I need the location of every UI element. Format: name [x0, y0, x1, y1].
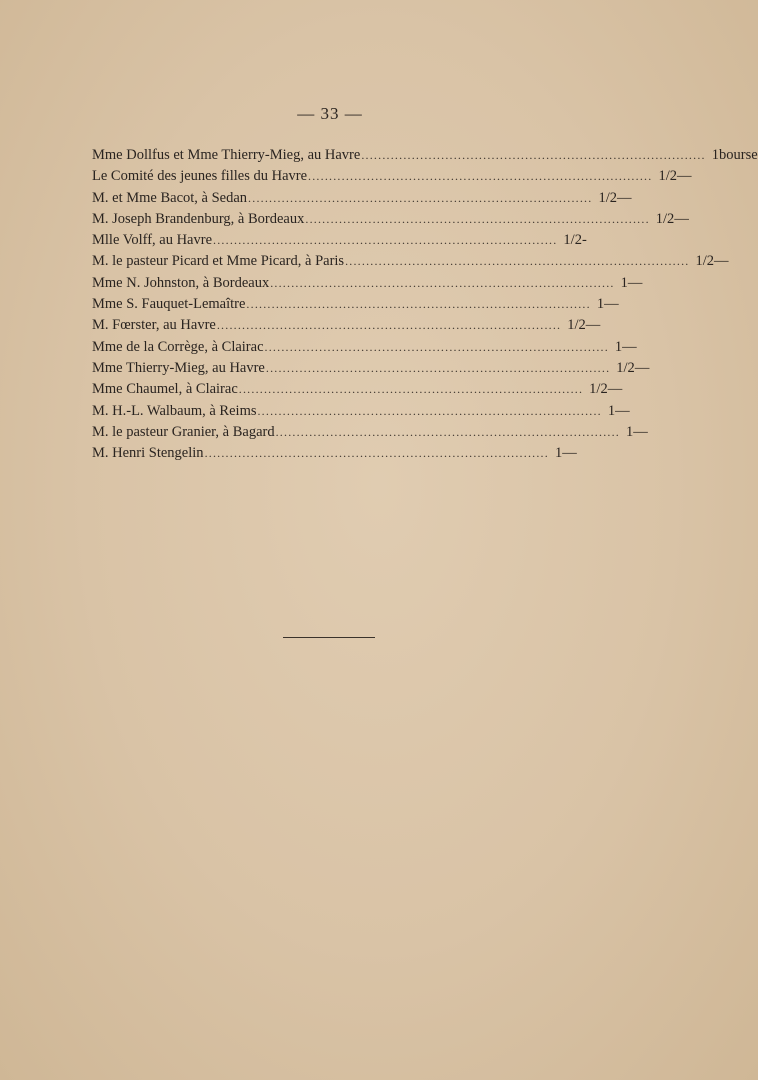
donor-name: Mlle Volff, au Havre — [92, 232, 213, 249]
donor-name: Mme N. Johnston, à Bordeaux — [92, 274, 270, 291]
page-number: — 33 — — [297, 104, 363, 123]
list-item — [92, 168, 692, 189]
donor-list — [92, 147, 758, 466]
donor-unit: — — [616, 189, 632, 206]
list-item — [92, 296, 619, 317]
donor-name: Mme de la Corrège, à Clairac — [92, 338, 264, 355]
donor-name: M. H.-L. Walbaum, à Reims — [92, 402, 257, 419]
section-divider — [283, 637, 375, 638]
list-item — [92, 147, 758, 168]
dot-leader: .................................................................................. — [308, 169, 653, 184]
donor-name: M. et Mme Bacot, à Sedan — [92, 189, 248, 206]
donor-quantity: 1/2 — [695, 253, 715, 270]
donor-quantity: 1 — [626, 423, 634, 440]
list-item — [92, 189, 632, 211]
dot-leader: .................................................................................. — [248, 190, 593, 205]
donor-quantity: 1/2 — [598, 189, 617, 206]
donor-quantity: 1/2 — [589, 381, 608, 398]
donor-name: Mme Dollfus et Mme Thierry-Mieg, au Havre — [92, 147, 361, 163]
donor-name: Mme Thierry-Mieg, au Havre — [92, 359, 265, 376]
dot-leader: .................................................................................. — [213, 233, 558, 248]
list-item — [92, 338, 637, 360]
list-item — [92, 210, 689, 232]
dot-leader: .................................................................................. — [216, 318, 562, 333]
donor-unit: — — [634, 359, 650, 376]
donor-quantity: 1 — [620, 274, 628, 291]
donor-unit: - — [581, 232, 587, 249]
donor-unit: — — [607, 381, 623, 398]
donor-quantity: 1/2 — [563, 232, 582, 249]
list-item — [92, 381, 623, 402]
dot-leader: .................................................................................. — [305, 211, 650, 226]
dot-leader: .................................................................................. — [265, 360, 611, 375]
donor-unit: — — [604, 296, 619, 313]
list-item — [92, 402, 630, 424]
dot-leader: .................................................................................. — [246, 297, 591, 312]
donor-name: M. Henri Stengelin — [92, 445, 204, 462]
dot-leader: .................................................................................. — [270, 275, 615, 290]
donor-unit: — — [622, 338, 637, 355]
donor-quantity: 1 — [607, 402, 616, 419]
donor-unit: bourse — [718, 147, 758, 163]
donor-unit: — — [674, 210, 689, 227]
list-item — [92, 232, 587, 253]
dot-leader: .................................................................................. — [275, 424, 621, 439]
donor-unit: — — [633, 423, 648, 440]
donor-name: M. Fœrster, au Havre — [92, 317, 216, 334]
donor-unit: — — [676, 168, 692, 185]
dot-leader: .................................................................................. — [204, 446, 549, 461]
donor-quantity: 1/2 — [658, 168, 677, 185]
list-item — [92, 423, 648, 445]
dot-leader: .................................................................................. — [264, 339, 609, 354]
donor-unit: — — [714, 253, 729, 270]
donor-name: M. le pasteur Picard et Mme Picard, à Paris — [92, 253, 345, 270]
dot-leader: .................................................................................. — [345, 254, 690, 269]
list-item — [92, 359, 650, 381]
donor-unit: — — [562, 445, 577, 462]
donor-quantity: 1 — [711, 147, 719, 163]
list-item — [92, 445, 577, 466]
donor-quantity: 1 — [596, 296, 605, 313]
donor-name: M. le pasteur Granier, à Bagard — [92, 423, 275, 440]
list-item — [92, 274, 643, 296]
donor-quantity: 1/2 — [655, 210, 675, 227]
donor-quantity: 1/2 — [567, 317, 586, 334]
dot-leader: .................................................................................. — [238, 382, 584, 397]
donor-quantity: 1 — [614, 338, 623, 355]
donor-quantity: 1 — [554, 445, 563, 462]
list-item — [92, 253, 729, 274]
donor-quantity: 1/2 — [616, 359, 635, 376]
list-item — [92, 317, 601, 338]
donor-name: M. Joseph Brandenburg, à Bordeaux — [92, 210, 305, 227]
dot-leader: .................................................................................. — [257, 403, 602, 418]
donor-unit: — — [627, 274, 643, 291]
dot-leader: .................................................................................. — [361, 148, 706, 162]
donor-name: Le Comité des jeunes filles du Havre — [92, 168, 308, 185]
donor-unit: — — [585, 317, 601, 334]
donor-name: Mme S. Fauquet-Lemaître — [92, 296, 246, 313]
donor-unit: — — [615, 402, 630, 419]
donor-name: Mme Chaumel, à Clairac — [92, 381, 238, 398]
